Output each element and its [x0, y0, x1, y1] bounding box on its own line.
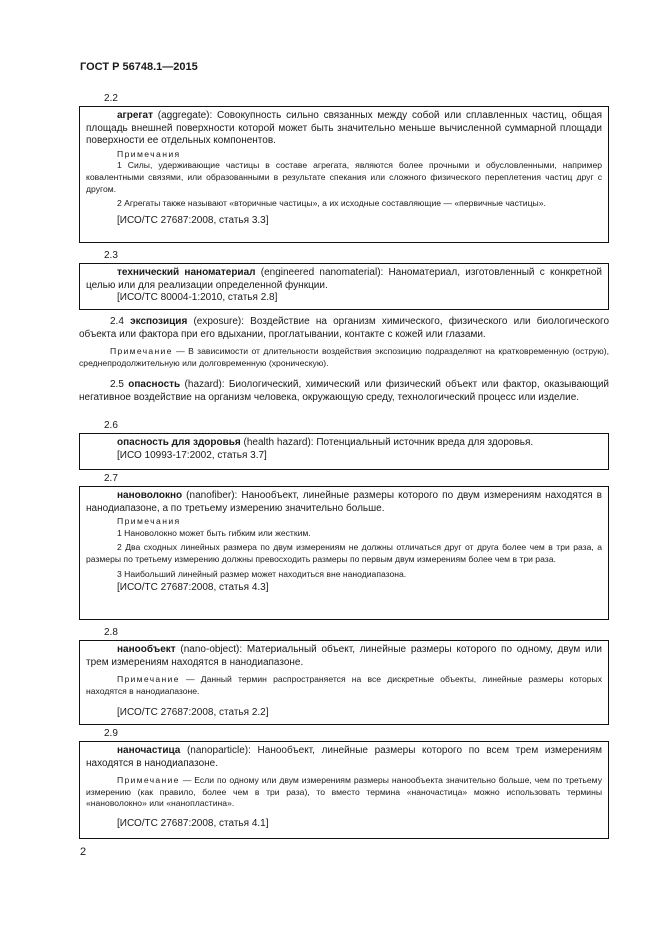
term-box-nanofiber	[79, 486, 609, 620]
note-body: — В зависимости от длительности воздействия экспозицию подразделяют на кратковременную (острую), среднепродолжительную или долговременную (хроническую).	[79, 346, 609, 368]
entry-number: 2.9	[104, 728, 118, 739]
term-name: нанообъект	[117, 644, 176, 655]
note-text: 1 Силы, удерживающие частицы в составе агрегата, являются более прочными и обусловленными, например ковалентными связями, или образованными в результате спекания или сложного физического переплетения частиц друг с другом.	[86, 160, 602, 194]
entry-number: 2.8	[104, 627, 118, 638]
definition-text: (hazard): Биологический, химический или физический объект или фактор, оказывающий негативное воздействие на организм человека, окружающую среду, технологический процесс или изделие.	[79, 379, 609, 403]
term-definition	[79, 316, 609, 341]
entry-number: 2.6	[104, 420, 118, 431]
note-label: Примечание	[117, 775, 180, 786]
notes-heading: Примечания	[117, 516, 181, 527]
source-reference: [ИСО/ТС 27687:2008, статья 2.2]	[117, 707, 269, 719]
term-box-aggregate	[79, 106, 609, 243]
note-text: 3 Наибольший линейный размер может находиться вне нанодиапазона.	[117, 568, 407, 579]
term-box-nano-object	[79, 640, 609, 725]
term-definition	[86, 110, 602, 148]
entry-number: 2.5	[110, 379, 124, 390]
entry-hazard	[79, 379, 609, 404]
document-header: ГОСТ Р 56748.1—2015	[80, 61, 198, 73]
source-reference: [ИСО/ТС 27687:2008, статья 4.3]	[117, 582, 269, 594]
term-box-engineered-nanomaterial	[79, 263, 609, 310]
notes-heading: Примечания	[117, 148, 181, 159]
definition-text: (nanoparticle): Нанообъект, линейные размеры которого по всем трем измерениям находятся в нанодиапазоне.	[86, 745, 602, 769]
term-box-nanoparticle	[79, 741, 609, 839]
term-definition	[79, 379, 609, 404]
note-label: Примечание	[110, 346, 173, 357]
term-name: агрегат	[117, 110, 154, 121]
definition-text: (nano-object): Материальный объект, линейные размеры которого по одному, двум или трем измерениям находятся в нанодиапазоне.	[86, 644, 602, 668]
term-name: наночастица	[117, 745, 181, 756]
term-name: нановолокно	[117, 490, 183, 501]
term-name: технический наноматериал	[117, 267, 256, 278]
source-reference: [ИСО/ТС 80004-1:2010, статья 2.8]	[117, 292, 278, 304]
term-definition	[86, 437, 602, 450]
note-text	[86, 775, 602, 810]
note-text: 2 Агрегаты также называют «вторичные частицы», а их исходные составляющие — «первичные частицы».	[117, 198, 546, 209]
term-box-health-hazard	[79, 433, 609, 470]
term-definition	[86, 490, 602, 515]
definition-text: (nanofiber): Нанообъект, линейные размеры которого по двум измерениям находятся в нанодиапазоне, а по третьему измерению значительно больше.	[86, 490, 602, 514]
note-label: Примечание	[117, 674, 180, 685]
term-name: опасность для здоровья	[117, 437, 241, 448]
note-text	[86, 674, 602, 697]
source-reference: [ИСО 10993-17:2002, статья 3.7]	[117, 449, 267, 461]
source-reference: [ИСО/ТС 27687:2008, статья 4.1]	[117, 817, 269, 829]
entry-number: 2.3	[104, 250, 118, 261]
entry-number: 2.2	[104, 93, 118, 104]
entry-exposure	[79, 316, 609, 369]
note-body: — Если по одному или двум измерениям размеры нанообъекта значительно больше, чем по третьему измерению (как правило, более чем в три раза), то вместо термина «наночастица» можно использовать термины «нановолокно» или «нанопластина».	[86, 775, 602, 809]
term-definition	[86, 745, 602, 770]
entry-number: 2.4	[110, 316, 124, 327]
source-reference: [ИСО/ТС 27687:2008, статья 3.3]	[117, 214, 269, 226]
term-name: экспозиция	[130, 316, 188, 327]
page-number: 2	[80, 846, 87, 858]
definition-text: (health hazard): Потенциальный источник вреда для здоровья.	[240, 437, 534, 448]
note-text: 1 Нановолокно может быть гибким или жестким.	[117, 527, 311, 538]
definition-text: (aggregate): Совокупность сильно связанных между собой или сплавленных частиц, общая площадь внешней поверхности которой может быть значительно меньше вычисленной суммарной площади поверхности ее отдельных компонентов.	[86, 110, 602, 147]
note-text: 2 Два сходных линейных размера по двум измерениям не должны отличаться друг от друга более чем в три раза, а размеры по третьему измерению должны превосходить размеры по первым двум измерениям более чем в три раза.	[86, 542, 602, 564]
entry-number: 2.7	[104, 473, 118, 484]
note-body: — Данный термин распространяется на все дискретные объекты, линейные размеры которых находятся в нанодиапазоне.	[86, 674, 602, 696]
note-text	[79, 346, 609, 369]
definition-text: (exposure): Воздействие на организм химического, физического или биологического объекта или фактора при его вдыхании, проглатывании, контакте с кожей или глазами.	[79, 316, 609, 340]
definition-text: (engineered nanomaterial): Наноматериал, изготовленный с конкретной целью или для реализации определенной функции.	[86, 267, 602, 291]
term-name: опасность	[128, 379, 181, 390]
term-definition	[86, 267, 602, 292]
term-definition	[86, 644, 602, 669]
